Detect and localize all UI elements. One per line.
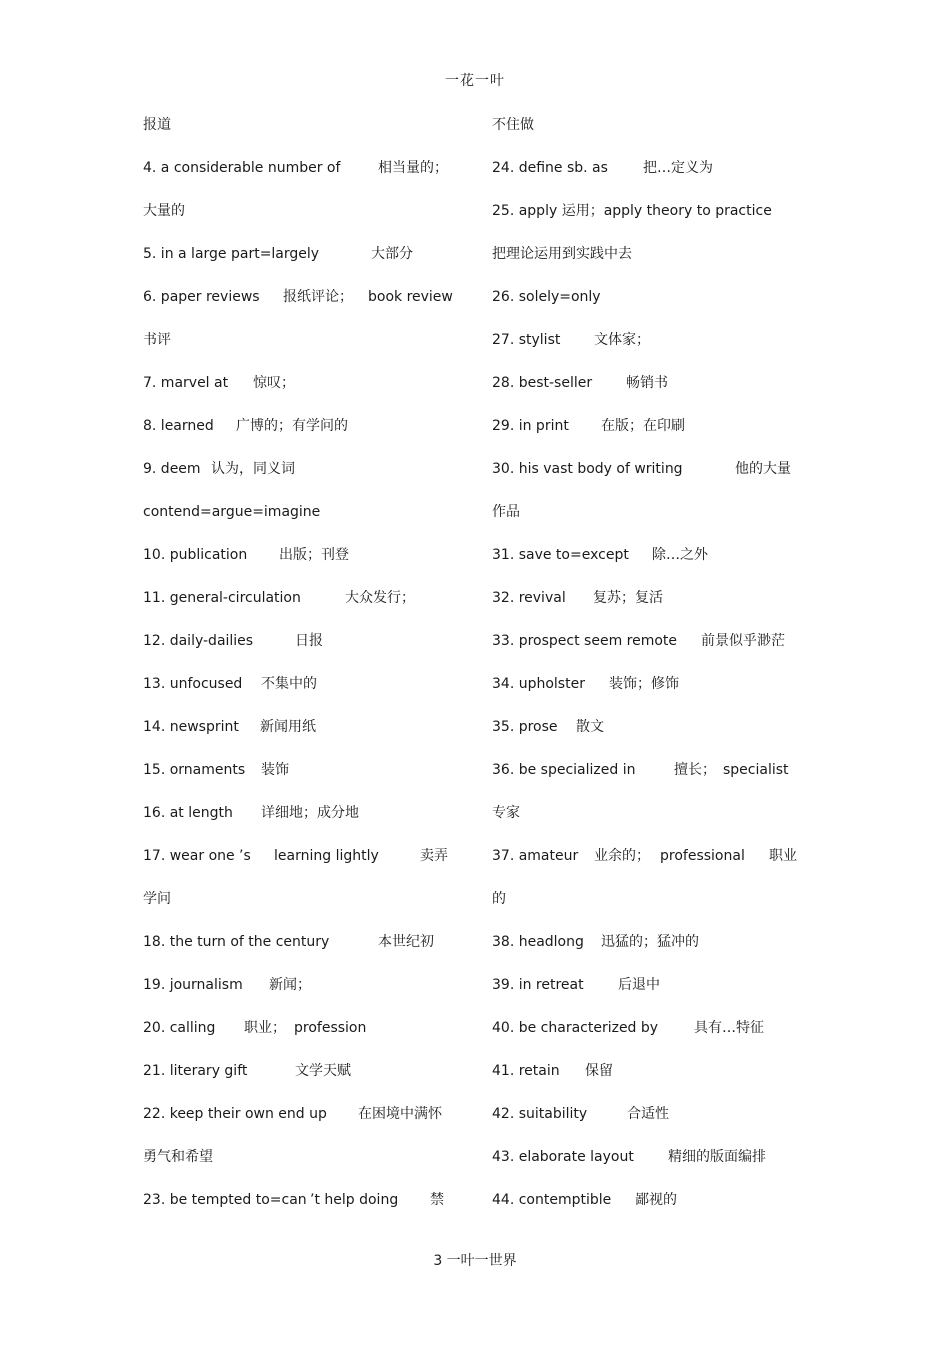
page-header: 一花一叶 <box>445 73 505 89</box>
vocab-line <box>492 417 802 435</box>
page-footer: 3 一叶一世界 <box>433 1253 517 1269</box>
vocab-line <box>492 116 802 134</box>
vocab-term: 11. general-circulation <box>143 590 301 606</box>
vocab-gloss: 惊叹； <box>253 375 295 391</box>
vocab-line <box>492 1062 802 1080</box>
vocab-line <box>492 976 802 994</box>
vocab-term: 22. keep their own end up <box>143 1106 327 1122</box>
vocab-gloss: 装饰 <box>261 762 289 778</box>
vocab-term: 学问 <box>143 891 171 907</box>
vocab-gloss: 散文 <box>576 719 604 735</box>
vocab-term: 38. headlong <box>492 934 584 950</box>
vocab-term: 勇气和希望 <box>143 1149 213 1165</box>
vocab-term: 把理论运用到实践中去 <box>492 246 632 262</box>
vocab-term: 12. daily-dailies <box>143 633 254 649</box>
vocab-term: 13. unfocused <box>143 676 243 692</box>
vocab-gloss: 广博的；有学问的 <box>236 418 348 434</box>
vocab-term: 报道 <box>143 117 171 133</box>
vocab-line <box>492 503 802 521</box>
vocab-line <box>143 460 473 478</box>
vocab-term: 17. wear one <box>143 848 235 864</box>
vocab-term: 8. learned <box>143 418 214 434</box>
vocab-line <box>143 589 473 607</box>
vocab-line <box>492 374 802 392</box>
vocab-gloss: 大众发行； <box>345 590 415 606</box>
vocab-line <box>143 417 473 435</box>
vocab-line <box>143 1148 473 1166</box>
vocab-term: 34. upholster <box>492 676 585 692</box>
vocab-term: 5. in a large part=largely <box>143 246 320 262</box>
vocab-line <box>143 632 473 650</box>
vocab-line <box>492 761 802 779</box>
vocab-gloss: professional <box>660 848 745 864</box>
vocab-term: 6. paper reviews <box>143 289 260 305</box>
vocab-gloss: 禁 <box>430 1192 444 1208</box>
vocab-line <box>492 460 802 478</box>
vocab-gloss: 相当量的； <box>378 160 448 176</box>
vocab-line <box>492 331 802 349</box>
vocab-term: 29. in print <box>492 418 569 434</box>
vocab-gloss: 文学天赋 <box>295 1063 351 1079</box>
vocab-term: 的 <box>492 891 506 907</box>
vocab-line <box>492 1148 802 1166</box>
vocab-gloss: 不集中的 <box>261 676 317 692</box>
vocab-gloss: 具有…特征 <box>694 1020 764 1036</box>
vocab-line <box>143 933 473 951</box>
vocab-term: 40. be characterized by <box>492 1020 659 1036</box>
vocab-gloss: 保留 <box>585 1063 613 1079</box>
vocab-line <box>143 1062 473 1080</box>
vocab-term: 18. the turn of the century <box>143 934 330 950</box>
vocab-gloss: 职业 <box>769 848 797 864</box>
vocab-line <box>492 1019 802 1037</box>
vocab-term: 23. be tempted to=can <box>143 1192 307 1208</box>
vocab-line <box>143 1105 473 1123</box>
vocab-gloss: 擅长； <box>674 762 716 778</box>
vocab-gloss: 鄙视的 <box>635 1192 677 1208</box>
vocab-gloss: 把…定义为 <box>643 160 713 176</box>
vocab-line <box>143 503 473 521</box>
vocab-line <box>492 589 802 607</box>
vocab-gloss: 认为，同义词 <box>211 461 295 477</box>
vocab-line <box>492 675 802 693</box>
vocab-gloss: 新闻用纸 <box>260 719 316 735</box>
vocab-line <box>143 546 473 564</box>
vocab-line <box>492 202 802 220</box>
vocab-term: 39. in retreat <box>492 977 584 993</box>
vocab-gloss: 除…之外 <box>652 547 708 563</box>
vocab-line <box>492 632 802 650</box>
vocab-line <box>143 718 473 736</box>
vocab-gloss: 报纸评论； <box>283 289 353 305</box>
vocab-line <box>143 245 473 263</box>
vocab-gloss: 出版；刊登 <box>279 547 349 563</box>
vocab-term: 24. define sb. as <box>492 160 608 176</box>
vocab-line <box>492 1105 802 1123</box>
vocab-term: 作品 <box>492 504 520 520</box>
vocab-line <box>143 374 473 392</box>
vocab-term: 26. solely=only <box>492 289 601 305</box>
vocab-gloss: 文体家； <box>594 332 650 348</box>
vocab-term: 15. ornaments <box>143 762 246 778</box>
vocab-gloss: ’s <box>239 848 251 864</box>
vocab-term: 36. be specialized in <box>492 762 636 778</box>
vocab-gloss: 本世纪初 <box>378 934 434 950</box>
vocab-line <box>143 1019 473 1037</box>
vocab-line <box>492 718 802 736</box>
vocab-gloss: specialist <box>723 762 789 778</box>
vocab-line <box>492 546 802 564</box>
vocab-gloss: 日报 <box>295 633 323 649</box>
vocab-gloss: 迅猛的；猛冲的 <box>601 934 699 950</box>
vocab-line <box>492 890 802 908</box>
vocab-term: 27. stylist <box>492 332 561 348</box>
vocab-gloss: 后退中 <box>618 977 660 993</box>
vocab-term: 书评 <box>143 332 171 348</box>
vocab-term: 37. amateur <box>492 848 579 864</box>
vocab-line <box>143 331 473 349</box>
vocab-gloss: 卖弄 <box>420 848 448 864</box>
vocab-line <box>492 804 802 822</box>
vocab-term: 31. save to=except <box>492 547 629 563</box>
vocab-line <box>492 1191 802 1209</box>
vocab-term: 41. retain <box>492 1063 560 1079</box>
vocab-line <box>143 890 473 908</box>
vocab-gloss: 在困境中满怀 <box>358 1106 442 1122</box>
vocab-line <box>492 933 802 951</box>
vocab-term: 7. marvel at <box>143 375 229 391</box>
vocab-term: 32. revival <box>492 590 566 606</box>
vocab-term: 16. at length <box>143 805 233 821</box>
vocab-gloss: book review <box>368 289 453 305</box>
vocab-line <box>143 976 473 994</box>
vocab-term: 25. apply 运用；apply theory to practice <box>492 203 772 219</box>
vocab-line <box>143 116 473 134</box>
vocab-gloss: 装饰；修饰 <box>609 676 679 692</box>
vocab-gloss: 前景似乎渺茫 <box>701 633 785 649</box>
vocab-term: 14. newsprint <box>143 719 239 735</box>
vocab-term: 28. best-seller <box>492 375 593 391</box>
vocab-line <box>143 675 473 693</box>
vocab-term: 43. elaborate layout <box>492 1149 634 1165</box>
vocab-gloss: 合适性 <box>627 1106 669 1122</box>
vocab-line <box>143 159 473 177</box>
vocab-gloss: profession <box>294 1020 367 1036</box>
vocab-line <box>143 202 473 220</box>
vocab-term: 21. literary gift <box>143 1063 248 1079</box>
vocab-gloss: 职业； <box>244 1020 286 1036</box>
vocab-term: 35. prose <box>492 719 558 735</box>
vocab-gloss: 大部分 <box>371 246 413 262</box>
vocab-line <box>492 245 802 263</box>
vocab-gloss: 业余的； <box>594 848 650 864</box>
vocab-term: 44. contemptible <box>492 1192 612 1208</box>
vocab-term: 30. his vast body of writing <box>492 461 683 477</box>
vocab-gloss: learning lightly <box>274 848 379 864</box>
vocab-term: 大量的 <box>143 203 185 219</box>
vocab-line <box>492 159 802 177</box>
vocab-gloss: ’t help doing <box>310 1192 399 1208</box>
vocab-line <box>143 288 473 306</box>
vocab-gloss: 详细地；成分地 <box>261 805 359 821</box>
vocab-line <box>143 804 473 822</box>
vocab-term: 9. deem <box>143 461 201 477</box>
vocab-term: 42. suitability <box>492 1106 588 1122</box>
vocab-line <box>492 288 802 306</box>
vocab-line <box>143 1191 473 1209</box>
left-column <box>143 116 473 1234</box>
vocab-gloss: 畅销书 <box>626 375 668 391</box>
vocab-term: 20. calling <box>143 1020 216 1036</box>
vocab-line <box>143 761 473 779</box>
vocab-term: 19. journalism <box>143 977 243 993</box>
vocab-term: 专家 <box>492 805 520 821</box>
vocab-term: 不住做 <box>492 117 534 133</box>
vocab-gloss: 复苏；复活 <box>593 590 663 606</box>
vocab-line <box>492 847 802 865</box>
right-column <box>492 116 802 1234</box>
vocab-gloss: 精细的版面编排 <box>668 1149 766 1165</box>
vocab-gloss: 在版；在印刷 <box>601 418 685 434</box>
vocab-line <box>143 847 473 865</box>
vocab-gloss: 他的大量 <box>735 461 791 477</box>
vocab-term: 10. publication <box>143 547 248 563</box>
vocab-term: contend=argue=imagine <box>143 504 321 520</box>
vocab-gloss: 新闻； <box>269 977 311 993</box>
vocab-term: 4. a considerable number of <box>143 160 341 176</box>
vocab-term: 33. prospect seem remote <box>492 633 678 649</box>
